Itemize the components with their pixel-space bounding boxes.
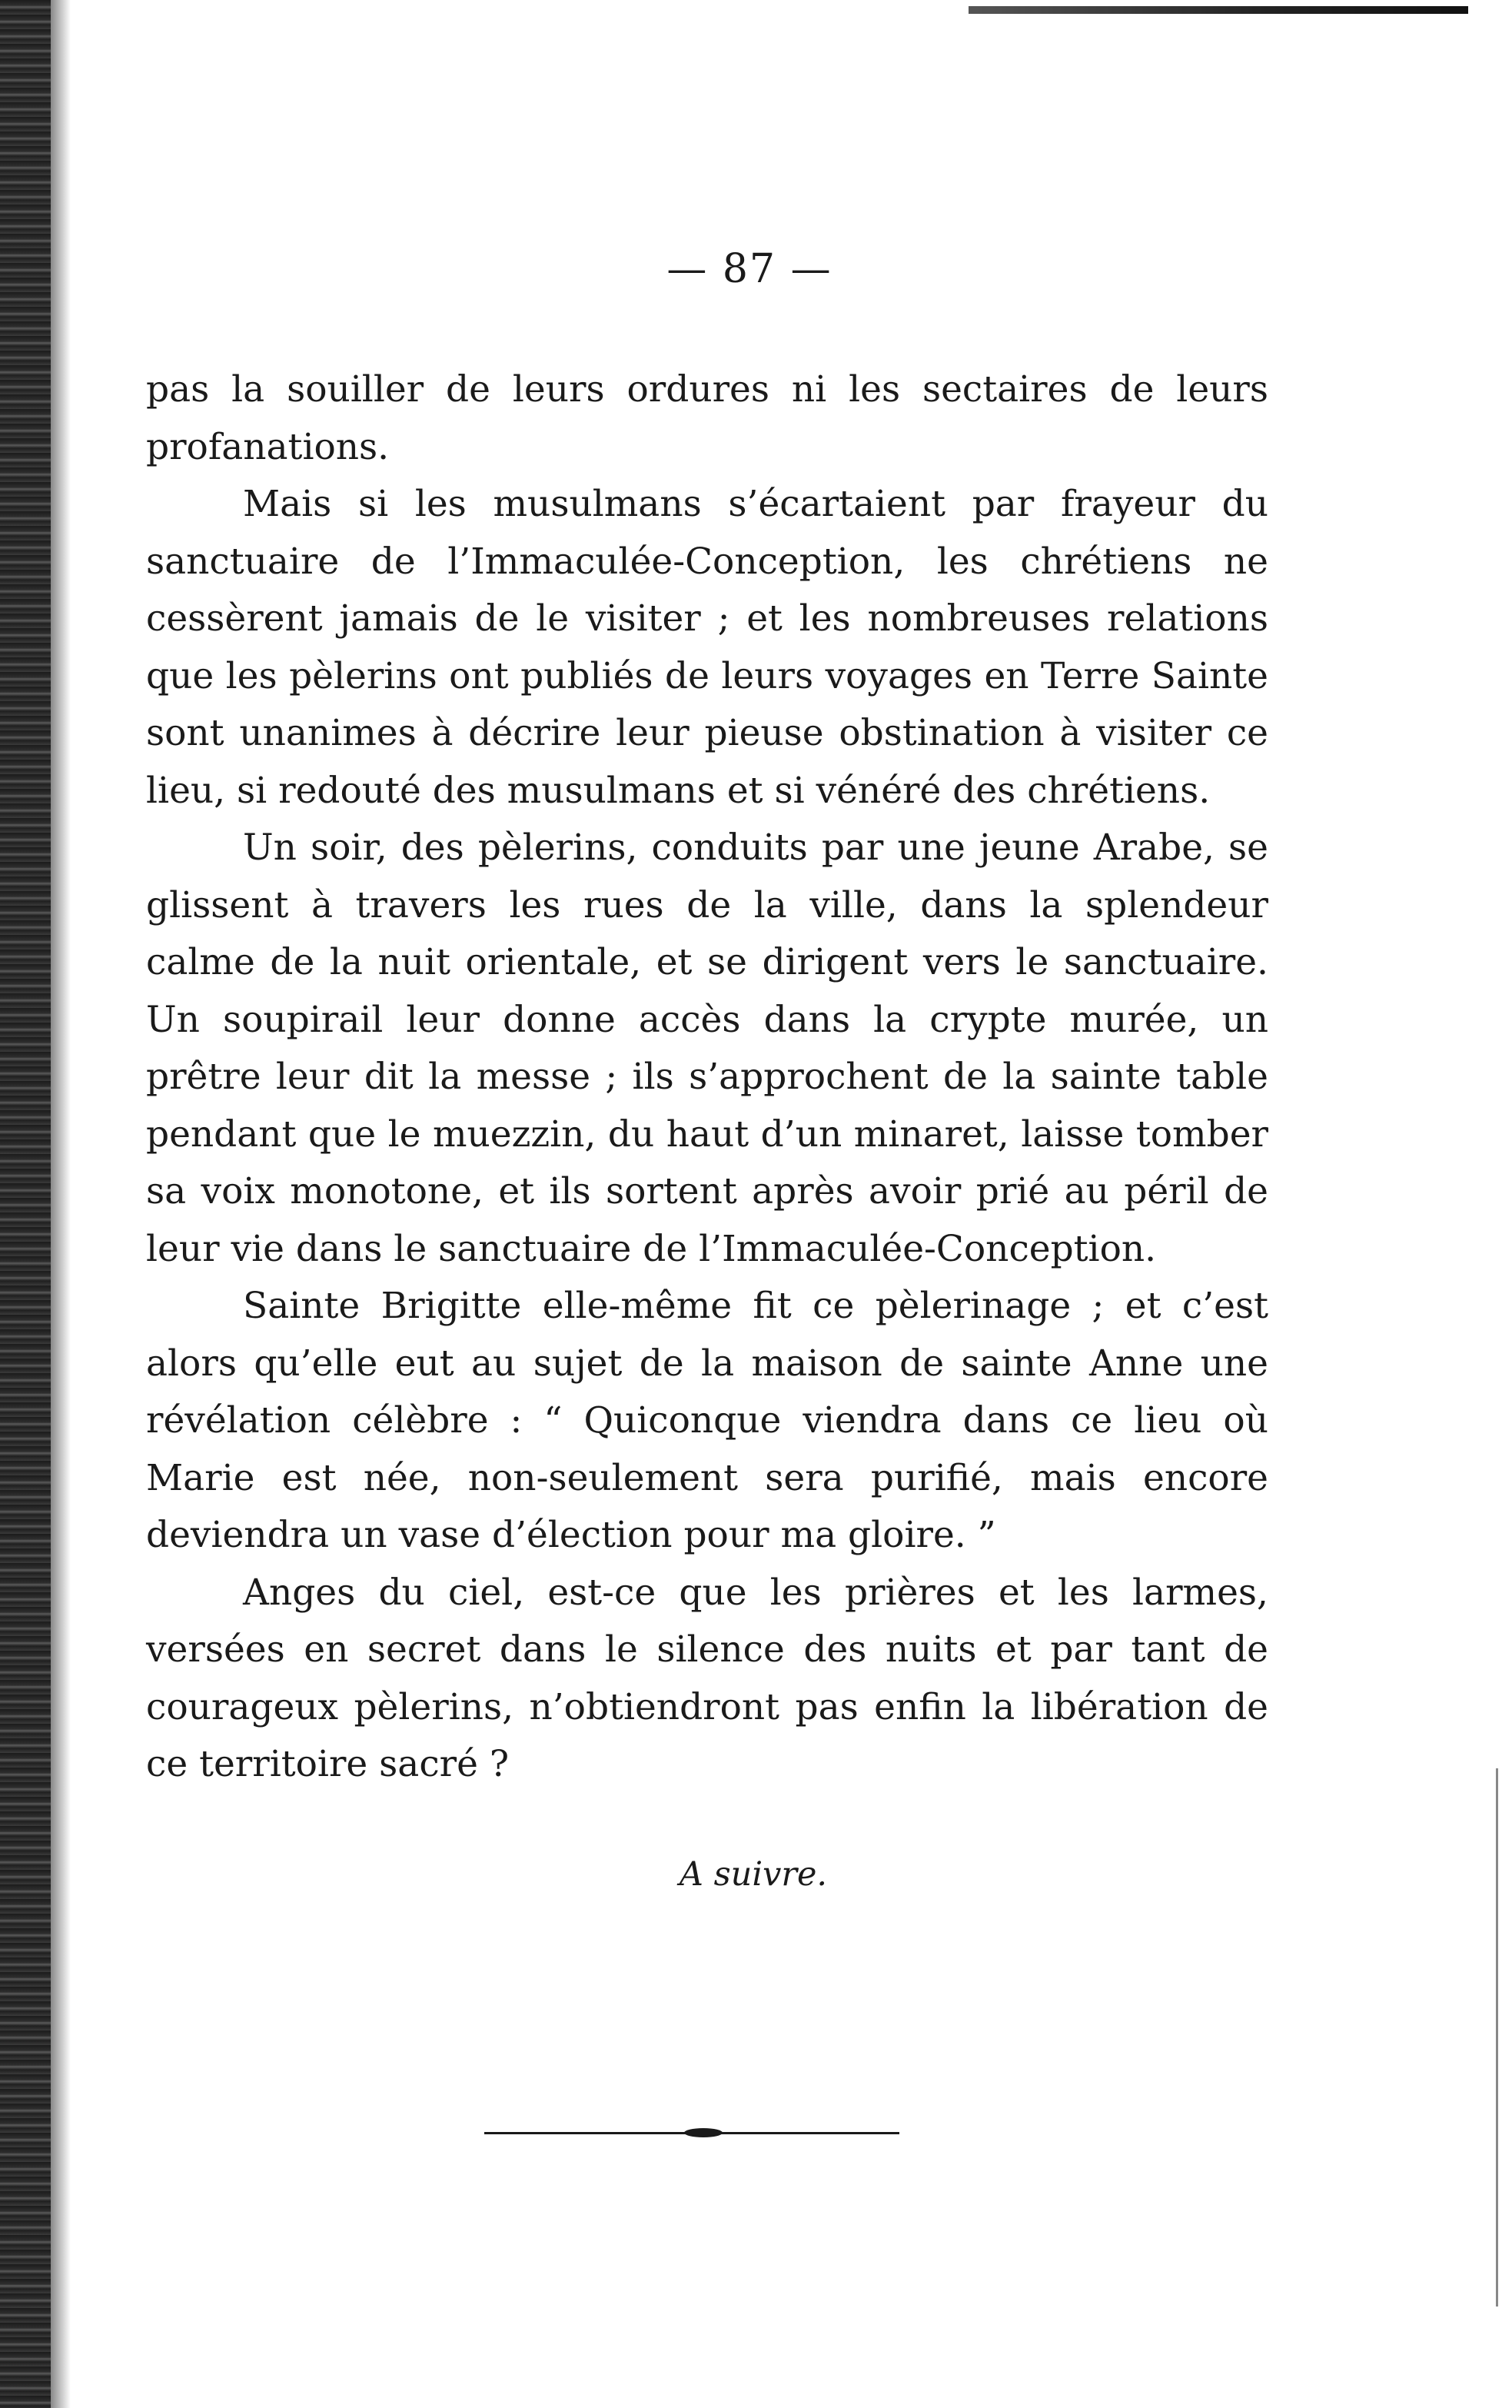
to-be-continued: A suivre. [679,1854,828,1894]
page-number: — 87 — [666,246,832,292]
scan-right-edge-mark [1496,1768,1498,2307]
ornament-knot [684,2128,723,2137]
paragraph-3: Un soir, des pèlerins, conduits par une jeune Arabe, se glissent à travers les rues de la ville, dans la splendeur calme de la nuit orientale, et se dirigent vers le sanctuaire. Un soupirail leur donne accès dans la crypte murée, un prêtre leur dit la messe ; ils s’approchent de la sainte table pendant que le muezzin, du haut d’un minaret, laisse tomber sa voix monotone, et ils sortent après avoir prié au péril de leur vie dans le sanctuaire de l’Immaculée-Conception. [146,827,1268,1270]
paragraph-5: Anges du ciel, est-ce que les prières et les larmes, versées en secret dans le silence des nuits et par tant de courageux pèlerins, n’obtiendront pas enfin la libération de ce territoire sacré ? [146,1571,1268,1785]
closing-ornament-rule [484,2128,899,2137]
page-content [146,246,1268,1894]
paragraph-1: pas la souiller de leurs ordures ni les sectaires de leurs profanations. [146,368,1268,468]
scan-top-edge-mark [969,6,1468,14]
paragraph-4: Sainte Brigitte elle-même fit ce pèlerinage ; et c’est alors qu’elle eut au sujet de la maison de sainte Anne une révélation célèbre : “ Quiconque viendra dans ce lieu où Marie est née, non-seulement sera purifié, mais encore deviendra un vase d’élection pour ma gloire. ” [146,1285,1268,1556]
scan-binding-shadow [51,0,71,2408]
scan-binding-edge [0,0,51,2408]
paragraph-2: Mais si les musulmans s’écartaient par frayeur du sanctuaire de l’Immaculée-Conception, les chrétiens ne cessèrent jamais de le visiter ; et les nombreuses relations que les pèlerins ont publiés de leurs voyages en Terre Sainte sont unanimes à décrire leur pieuse obstination à visiter ce lieu, si redouté des musulmans et si vénéré des chrétiens. [146,483,1268,812]
